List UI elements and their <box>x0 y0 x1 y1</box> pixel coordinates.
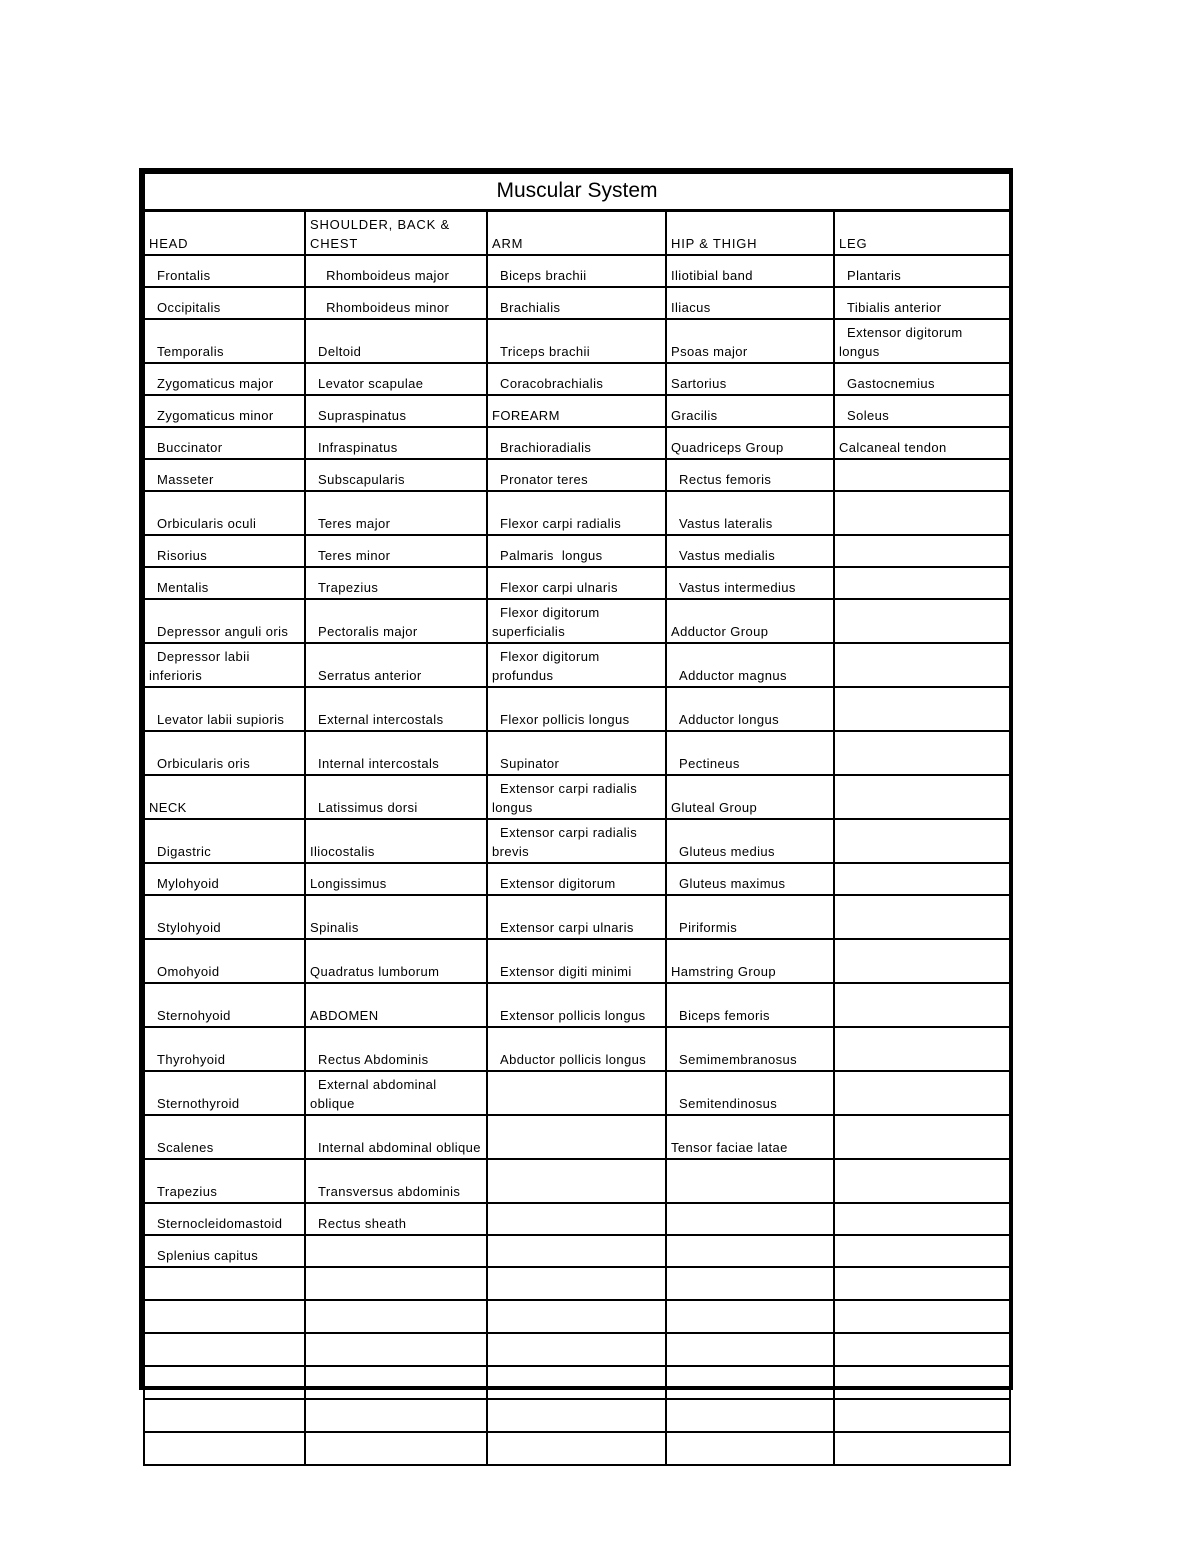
cell-hip-thigh: Iliotibial band <box>666 255 834 287</box>
header-shoulder-back-chest: SHOULDER, BACK & CHEST <box>305 210 487 255</box>
cell-leg <box>834 775 1010 819</box>
cell-shoulder-back-chest: Infraspinatus <box>305 427 487 459</box>
table-row <box>144 643 1010 687</box>
cell-hip-thigh: Sartorius <box>666 363 834 395</box>
table-row <box>144 1399 1010 1432</box>
cell-leg <box>834 459 1010 491</box>
cell-arm <box>487 1399 666 1432</box>
cell-hip-thigh: Quadriceps Group <box>666 427 834 459</box>
table-row <box>144 1300 1010 1333</box>
table-row <box>144 1432 1010 1465</box>
cell-arm <box>487 1115 666 1159</box>
cell-head <box>144 1399 305 1432</box>
cell-leg <box>834 535 1010 567</box>
cell-hip-thigh <box>666 1159 834 1203</box>
cell-arm: Extensor pollicis longus <box>487 983 666 1027</box>
cell-leg <box>834 1071 1010 1115</box>
table-row <box>144 459 1010 491</box>
cell-shoulder-back-chest <box>305 1267 487 1300</box>
table-row <box>144 1115 1010 1159</box>
cell-shoulder-back-chest <box>305 1366 487 1399</box>
cell-shoulder-back-chest: Quadratus lumborum <box>305 939 487 983</box>
table-row <box>144 1071 1010 1115</box>
cell-hip-thigh <box>666 1366 834 1399</box>
cell-arm <box>487 1333 666 1366</box>
cell-arm: Extensor carpi ulnaris <box>487 895 666 939</box>
cell-leg <box>834 491 1010 535</box>
cell-head: Masseter <box>144 459 305 491</box>
cell-hip-thigh: Psoas major <box>666 319 834 363</box>
cell-shoulder-back-chest: Rhomboideus major <box>305 255 487 287</box>
cell-head: Occipitalis <box>144 287 305 319</box>
cell-head: Sternohyoid <box>144 983 305 1027</box>
cell-head: Digastric <box>144 819 305 863</box>
cell-shoulder-back-chest: Levator scapulae <box>305 363 487 395</box>
cell-hip-thigh <box>666 1235 834 1267</box>
table-row <box>144 687 1010 731</box>
cell-head: Depressor labii inferioris <box>144 643 305 687</box>
cell-shoulder-back-chest: Serratus anterior <box>305 643 487 687</box>
cell-head: Zygomaticus major <box>144 363 305 395</box>
cell-arm: Pronator teres <box>487 459 666 491</box>
cell-shoulder-back-chest: ABDOMEN <box>305 983 487 1027</box>
cell-hip-thigh: Tensor faciae latae <box>666 1115 834 1159</box>
cell-leg <box>834 1203 1010 1235</box>
cell-head: Levator labii supioris <box>144 687 305 731</box>
cell-arm: Supinator <box>487 731 666 775</box>
cell-head: Orbicularis oculi <box>144 491 305 535</box>
cell-arm: Flexor pollicis longus <box>487 687 666 731</box>
cell-head: Scalenes <box>144 1115 305 1159</box>
cell-head <box>144 1333 305 1366</box>
cell-hip-thigh: Rectus femoris <box>666 459 834 491</box>
table-row <box>144 1203 1010 1235</box>
cell-shoulder-back-chest: Spinalis <box>305 895 487 939</box>
table-row <box>144 819 1010 863</box>
cell-shoulder-back-chest: Iliocostalis <box>305 819 487 863</box>
cell-leg <box>834 1115 1010 1159</box>
cell-hip-thigh <box>666 1432 834 1465</box>
cell-leg: Calcaneal tendon <box>834 427 1010 459</box>
table-title: Muscular System <box>144 173 1010 210</box>
cell-hip-thigh: Iliacus <box>666 287 834 319</box>
cell-arm: Coracobrachialis <box>487 363 666 395</box>
cell-shoulder-back-chest: External intercostals <box>305 687 487 731</box>
cell-leg <box>834 863 1010 895</box>
cell-arm <box>487 1432 666 1465</box>
cell-shoulder-back-chest: Supraspinatus <box>305 395 487 427</box>
cell-leg <box>834 731 1010 775</box>
cell-hip-thigh: Vastus medialis <box>666 535 834 567</box>
table-row <box>144 731 1010 775</box>
cell-arm: FOREARM <box>487 395 666 427</box>
cell-leg <box>834 567 1010 599</box>
cell-leg: Soleus <box>834 395 1010 427</box>
cell-arm <box>487 1300 666 1333</box>
cell-head <box>144 1267 305 1300</box>
cell-head: Temporalis <box>144 319 305 363</box>
cell-arm: Extensor carpi radialis brevis <box>487 819 666 863</box>
cell-leg <box>834 643 1010 687</box>
cell-arm: Flexor digitorum profundus <box>487 643 666 687</box>
table-row <box>144 775 1010 819</box>
cell-head: Thyrohyoid <box>144 1027 305 1071</box>
header-row <box>144 210 1010 255</box>
cell-shoulder-back-chest: External abdominal oblique <box>305 1071 487 1115</box>
cell-arm: Brachioradialis <box>487 427 666 459</box>
cell-arm <box>487 1203 666 1235</box>
cell-shoulder-back-chest <box>305 1432 487 1465</box>
table-row <box>144 491 1010 535</box>
table-row <box>144 427 1010 459</box>
table-row <box>144 535 1010 567</box>
cell-leg: Tibialis anterior <box>834 287 1010 319</box>
cell-shoulder-back-chest <box>305 1300 487 1333</box>
cell-hip-thigh: Hamstring Group <box>666 939 834 983</box>
cell-head: Omohyoid <box>144 939 305 983</box>
cell-arm: Triceps brachii <box>487 319 666 363</box>
cell-shoulder-back-chest: Pectoralis major <box>305 599 487 643</box>
cell-leg <box>834 1333 1010 1366</box>
cell-arm <box>487 1235 666 1267</box>
cell-arm: Flexor carpi radialis <box>487 491 666 535</box>
cell-head: Zygomaticus minor <box>144 395 305 427</box>
cell-leg: Plantaris <box>834 255 1010 287</box>
cell-leg <box>834 1399 1010 1432</box>
cell-head: Depressor anguli oris <box>144 599 305 643</box>
cell-arm: Abductor pollicis longus <box>487 1027 666 1071</box>
cell-leg <box>834 687 1010 731</box>
cell-hip-thigh: Adductor magnus <box>666 643 834 687</box>
header-hip-thigh: HIP & THIGH <box>666 210 834 255</box>
cell-arm <box>487 1159 666 1203</box>
cell-hip-thigh: Gluteus medius <box>666 819 834 863</box>
cell-hip-thigh: Semitendinosus <box>666 1071 834 1115</box>
table-row <box>144 983 1010 1027</box>
cell-hip-thigh: Biceps femoris <box>666 983 834 1027</box>
cell-shoulder-back-chest: Transversus abdominis <box>305 1159 487 1203</box>
table-row <box>144 363 1010 395</box>
title-row <box>144 173 1010 210</box>
cell-head: Mylohyoid <box>144 863 305 895</box>
cell-shoulder-back-chest <box>305 1399 487 1432</box>
cell-hip-thigh: Piriformis <box>666 895 834 939</box>
muscular-system-table <box>139 168 1013 1390</box>
cell-shoulder-back-chest: Rectus Abdominis <box>305 1027 487 1071</box>
table-row <box>144 863 1010 895</box>
table-row <box>144 319 1010 363</box>
cell-arm: Extensor carpi radialis longus <box>487 775 666 819</box>
cell-hip-thigh: Vastus lateralis <box>666 491 834 535</box>
table-row <box>144 939 1010 983</box>
cell-shoulder-back-chest <box>305 1235 487 1267</box>
cell-leg <box>834 895 1010 939</box>
cell-hip-thigh: Pectineus <box>666 731 834 775</box>
table-row <box>144 567 1010 599</box>
cell-shoulder-back-chest: Deltoid <box>305 319 487 363</box>
cell-leg <box>834 1235 1010 1267</box>
cell-shoulder-back-chest <box>305 1333 487 1366</box>
cell-head: Buccinator <box>144 427 305 459</box>
cell-head: Stylohyoid <box>144 895 305 939</box>
table-row <box>144 599 1010 643</box>
table-row <box>144 1366 1010 1399</box>
table-row <box>144 1159 1010 1203</box>
cell-leg <box>834 1300 1010 1333</box>
cell-hip-thigh: Gluteal Group <box>666 775 834 819</box>
cell-head: Orbicularis oris <box>144 731 305 775</box>
cell-hip-thigh <box>666 1203 834 1235</box>
cell-arm: Flexor digitorum superficialis <box>487 599 666 643</box>
cell-leg: Extensor digitorum longus <box>834 319 1010 363</box>
cell-shoulder-back-chest: Teres minor <box>305 535 487 567</box>
cell-arm: Palmaris longus <box>487 535 666 567</box>
table-row <box>144 255 1010 287</box>
cell-leg <box>834 1027 1010 1071</box>
cell-leg <box>834 983 1010 1027</box>
cell-leg <box>834 1366 1010 1399</box>
header-arm: ARM <box>487 210 666 255</box>
cell-leg <box>834 1432 1010 1465</box>
cell-hip-thigh: Semimembranosus <box>666 1027 834 1071</box>
cell-head <box>144 1432 305 1465</box>
cell-shoulder-back-chest: Internal abdominal oblique <box>305 1115 487 1159</box>
cell-head: Frontalis <box>144 255 305 287</box>
cell-shoulder-back-chest: Longissimus <box>305 863 487 895</box>
cell-leg <box>834 599 1010 643</box>
table-row <box>144 1333 1010 1366</box>
table-row <box>144 395 1010 427</box>
cell-shoulder-back-chest: Teres major <box>305 491 487 535</box>
cell-leg: Gastocnemius <box>834 363 1010 395</box>
cell-head: Sternocleidomastoid <box>144 1203 305 1235</box>
cell-leg <box>834 939 1010 983</box>
cell-hip-thigh <box>666 1267 834 1300</box>
cell-shoulder-back-chest: Internal intercostals <box>305 731 487 775</box>
cell-arm: Biceps brachii <box>487 255 666 287</box>
cell-arm: Flexor carpi ulnaris <box>487 567 666 599</box>
cell-shoulder-back-chest: Rectus sheath <box>305 1203 487 1235</box>
cell-leg <box>834 1159 1010 1203</box>
muscle-table <box>143 172 1011 1466</box>
cell-arm <box>487 1267 666 1300</box>
header-head: HEAD <box>144 210 305 255</box>
cell-head: Trapezius <box>144 1159 305 1203</box>
cell-hip-thigh <box>666 1300 834 1333</box>
cell-arm <box>487 1366 666 1399</box>
table-row <box>144 895 1010 939</box>
cell-hip-thigh: Gluteus maximus <box>666 863 834 895</box>
cell-arm: Extensor digiti minimi <box>487 939 666 983</box>
cell-head: NECK <box>144 775 305 819</box>
cell-shoulder-back-chest: Rhomboideus minor <box>305 287 487 319</box>
cell-hip-thigh: Vastus intermedius <box>666 567 834 599</box>
cell-shoulder-back-chest: Latissimus dorsi <box>305 775 487 819</box>
cell-head: Sternothyroid <box>144 1071 305 1115</box>
cell-head: Risorius <box>144 535 305 567</box>
table-row <box>144 1235 1010 1267</box>
cell-arm: Extensor digitorum <box>487 863 666 895</box>
header-leg: LEG <box>834 210 1010 255</box>
cell-hip-thigh <box>666 1399 834 1432</box>
cell-shoulder-back-chest: Trapezius <box>305 567 487 599</box>
table-row <box>144 1267 1010 1300</box>
cell-leg <box>834 819 1010 863</box>
cell-hip-thigh: Adductor longus <box>666 687 834 731</box>
cell-shoulder-back-chest: Subscapularis <box>305 459 487 491</box>
cell-head: Splenius capitus <box>144 1235 305 1267</box>
cell-arm <box>487 1071 666 1115</box>
cell-hip-thigh: Gracilis <box>666 395 834 427</box>
cell-hip-thigh: Adductor Group <box>666 599 834 643</box>
cell-arm: Brachialis <box>487 287 666 319</box>
cell-leg <box>834 1267 1010 1300</box>
table-row <box>144 1027 1010 1071</box>
cell-head <box>144 1300 305 1333</box>
table-row <box>144 287 1010 319</box>
cell-hip-thigh <box>666 1333 834 1366</box>
cell-head: Mentalis <box>144 567 305 599</box>
cell-head <box>144 1366 305 1399</box>
